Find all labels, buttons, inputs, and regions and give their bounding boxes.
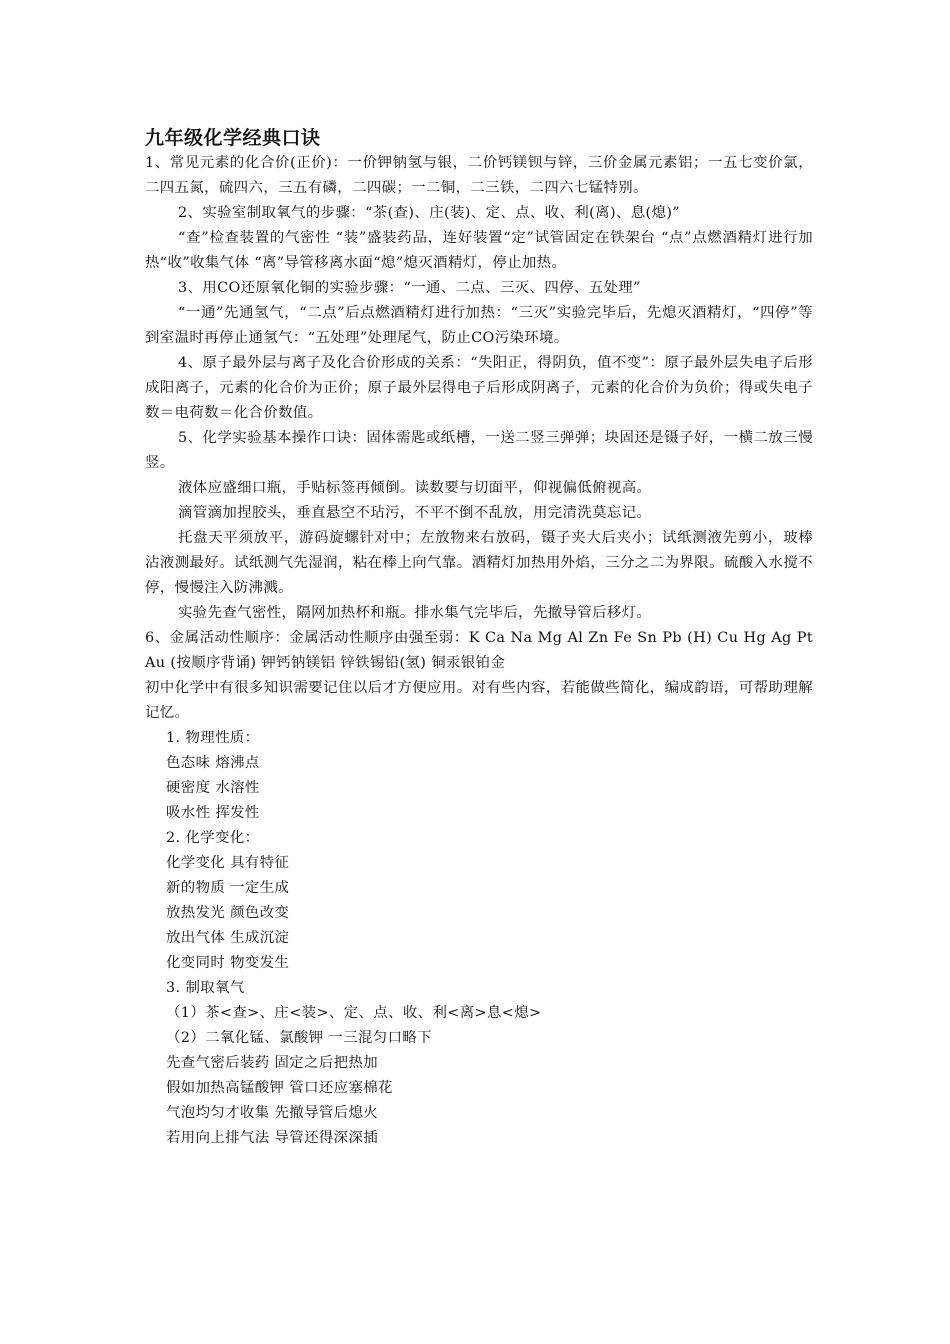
list-item: 气泡均匀才收集 先撤导管后熄火	[166, 1105, 379, 1121]
paragraph-co-steps: 3、用CO还原氧化铜的实验步骤：“一通、二点、三灭、四停、五处理”	[178, 280, 641, 296]
paragraph-balance: 托盘天平须放平，游码旋螺针对中；左放物来右放码，镊子夹大后夹小；试纸测液先剪小，玻棒沾液测最好。试纸测气先湿润，粘在棒上向气靠。酒精灯加热用外焰，三分之二为界限。硫酸入水搅不停，慢慢注入防沸溅。	[145, 530, 813, 596]
list-item: （2）二氧化锰、氯酸钾 一三混匀口略下	[166, 1030, 432, 1046]
paragraph-lab-ops: 5、化学实验基本操作口诀：固体需匙或纸槽，一送二竖三弹弹；块固还是镊子好，一横二放三慢竖。	[145, 430, 813, 471]
list-item: 先查气密后装药 固定之后把热加	[166, 1055, 379, 1071]
list-item: 假如加热高锰酸钾 管口还应塞棉花	[166, 1080, 393, 1096]
paragraph-dropper: 滴管滴加捏胶头，垂直悬空不玷污，不平不倒不乱放，用完清洗莫忘记。	[178, 505, 652, 521]
list-item: 若用向上排气法 导管还得深深插	[166, 1130, 379, 1146]
list-item: 色态味 熔沸点	[166, 755, 260, 771]
list-item: （1）茶<查>、庄<装>、定、点、收、利<离>息<熄>	[166, 1005, 542, 1021]
list-item: 放热发光 颜色改变	[166, 905, 290, 921]
paragraph-valence: 1、常见元素的化合价(正价)：一价钾钠氢与银，二价钙镁钡与锌，三价金属元素铝；一五七变价氯，二四五氮，硫四六，三五有磷，二四碳；一二铜，二三铁，二四六七锰特别。	[145, 155, 813, 196]
document-title: 九年级化学经典口诀	[145, 127, 321, 149]
paragraph-oxygen-steps: 2、实验室制取氧气的步骤：“茶(查)、庄(装)、定、点、收、利(离)、息(熄)”	[178, 205, 681, 221]
list-item: 硬密度 水溶性	[166, 780, 260, 796]
paragraph-intro: 初中化学中有很多知识需要记住以后才方便应用。对有些内容，若能做些简化，编成韵语，可帮助理解记忆。	[145, 680, 813, 721]
list-item: 2. 化学变化：	[166, 830, 260, 846]
list-item: 化学变化 具有特征	[166, 855, 290, 871]
paragraph-metal-activity: 6、金属活动性顺序：金属活动性顺序由强至弱：K Ca Na Mg Al Zn Fe Sn Pb (H) Cu Hg Ag Pt Au (按顺序背诵) 钾钙钠镁铝 锌铁锡铅(氢) 铜汞银铂金	[145, 630, 813, 671]
list-item: 新的物质 一定生成	[166, 880, 290, 896]
paragraph-atom-ion: 4、原子最外层与离子及化合价形成的关系：“失阳正，得阴负，值不变”：原子最外层失电子后形成阳离子，元素的化合价为正价；原子最外层得电子后形成阴离子，元素的化合价为负价；得或失电子数＝电荷数＝化合价数值。	[145, 355, 813, 421]
paragraph-liquid: 液体应盛细口瓶，手贴标签再倾倒。读数要与切面平，仰视偏低俯视高。	[178, 480, 652, 496]
list-item: 1. 物理性质：	[166, 730, 260, 746]
list-item: 吸水性 挥发性	[166, 805, 260, 821]
document-page	[145, 126, 813, 1151]
list-item: 化变同时 物变发生	[166, 955, 290, 971]
paragraph-airtight: 实验先查气密性，隔网加热杯和瓶。排水集气完毕后，先撤导管后移灯。	[178, 605, 652, 621]
list-item: 放出气体 生成沉淀	[166, 930, 290, 946]
paragraph-oxygen-explain: “查”检查装置的气密性 “装”盛装药品，连好装置“定”试管固定在铁架台 “点”点燃酒精灯进行加热“收”收集气体 “离”导管移离水面“熄”熄灭酒精灯，停止加热。	[145, 230, 813, 271]
paragraph-co-explain: “一通”先通氢气，“二点”后点燃酒精灯进行加热：“三灭”实验完毕后，先熄灭酒精灯，“四停”等到室温时再停止通氢气：“五处理”处理尾气，防止CO污染环境。	[145, 305, 813, 346]
list-item: 3. 制取氧气	[166, 980, 245, 996]
